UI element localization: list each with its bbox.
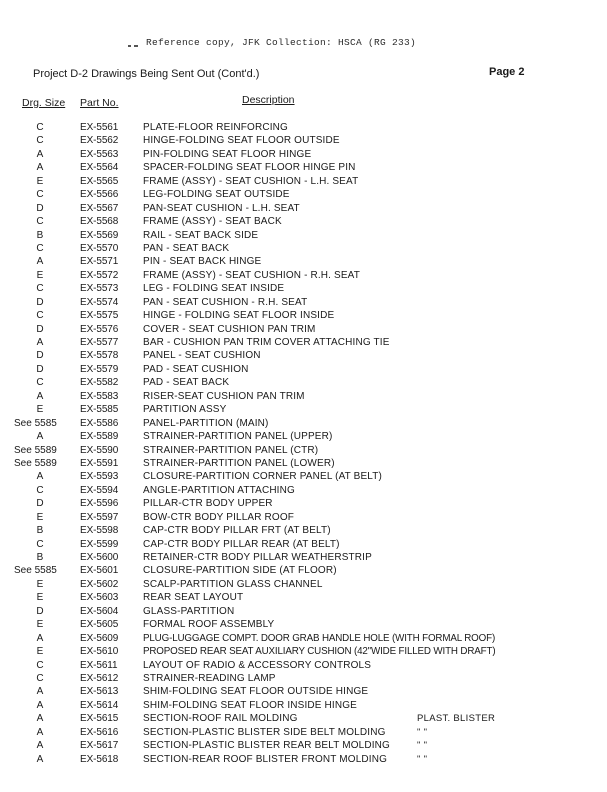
table-row [0, 605, 607, 618]
drawing-size-cell: D [36, 296, 44, 308]
reference-stamp: Reference copy, JFK Collection: HSCA (RG 233) [146, 37, 417, 48]
scan-mark [134, 45, 138, 47]
part-number-cell: EX-5570 [80, 242, 119, 254]
drawing-size-cell: E [36, 175, 44, 187]
drawing-size-cell: B [36, 552, 44, 563]
drawing-size-cell: C [36, 659, 44, 671]
part-number-cell: EX-5590 [80, 444, 119, 456]
table-row [0, 726, 607, 739]
part-number-cell: EX-5597 [80, 511, 119, 523]
part-number-cell: EX-5593 [80, 471, 119, 483]
description-cell: COVER - SEAT CUSHION PAN TRIM [143, 323, 316, 335]
description-cell: SHIM-FOLDING SEAT FLOOR INSIDE HINGE [143, 699, 357, 711]
description-cell: CLOSURE-PARTITION CORNER PANEL (AT BELT) [143, 471, 382, 483]
description-cell: LEG-FOLDING SEAT OUTSIDE [143, 189, 290, 201]
drawing-size-cell: E [36, 592, 44, 604]
description-cell: BAR - CUSHION PAN TRIM COVER ATTACHING TIE [143, 337, 390, 348]
part-number-cell: EX-5615 [80, 713, 119, 725]
drawing-size-cell: A [36, 162, 44, 174]
note-cell: " " [417, 740, 428, 752]
description-cell: PIN - SEAT BACK HINGE [143, 256, 262, 268]
drawing-size-cell: B [36, 525, 44, 537]
table-row [0, 551, 607, 564]
part-number-cell: EX-5613 [80, 686, 119, 698]
description-cell: STRAINER-PARTITION PANEL (LOWER) [143, 457, 335, 469]
part-number-cell: EX-5600 [80, 552, 119, 563]
drawing-size-cell: D [36, 202, 44, 214]
part-number-cell: EX-5602 [80, 578, 119, 590]
table-row [0, 229, 607, 242]
part-number-cell: EX-5594 [80, 484, 119, 496]
table-row [0, 753, 607, 766]
table-row [0, 699, 607, 712]
part-number-cell: EX-5573 [80, 283, 119, 295]
drawing-size-cell: C [36, 377, 44, 389]
table-row [0, 255, 607, 268]
part-number-cell: EX-5564 [80, 162, 119, 174]
drawing-size-cell: A [36, 713, 44, 725]
description-cell: SPACER-FOLDING SEAT FLOOR HINGE PIN [143, 162, 356, 174]
drawing-size-cell: D [36, 323, 44, 335]
description-cell: FRAME (ASSY) - SEAT BACK [143, 216, 282, 228]
drawing-size-cell: C [36, 135, 44, 147]
description-cell: SHIM-FOLDING SEAT FLOOR OUTSIDE HINGE [143, 686, 369, 698]
table-row [0, 121, 607, 134]
part-number-cell: EX-5586 [80, 417, 119, 429]
description-cell: SECTION-PLASTIC BLISTER REAR BELT MOLDING [143, 740, 390, 752]
table-row [0, 578, 607, 591]
description-cell: PAD - SEAT CUSHION [143, 363, 249, 375]
table-row [0, 511, 607, 524]
drawing-size-cell: A [36, 753, 44, 765]
part-number-cell: EX-5605 [80, 619, 119, 631]
description-cell: SCALP-PARTITION GLASS CHANNEL [143, 578, 323, 590]
description-cell: PAN - SEAT CUSHION - R.H. SEAT [143, 296, 308, 308]
description-cell: LEG - FOLDING SEAT INSIDE [143, 283, 285, 295]
part-number-cell: EX-5562 [80, 135, 119, 147]
table-row [0, 470, 607, 483]
part-number-cell: EX-5582 [80, 377, 119, 389]
description-cell: PLATE-FLOOR REINFORCING [143, 122, 288, 133]
table-row [0, 323, 607, 336]
part-number-cell: EX-5596 [80, 498, 119, 510]
drawing-size-cell: E [36, 619, 44, 631]
part-number-cell: EX-5566 [80, 189, 119, 201]
part-number-cell: EX-5616 [80, 726, 119, 738]
part-number-cell: EX-5604 [80, 605, 119, 617]
description-cell: RISER-SEAT CUSHION PAN TRIM [143, 390, 305, 402]
drawing-size-cell: A [36, 740, 44, 752]
part-number-cell: EX-5598 [80, 525, 119, 537]
part-number-cell: EX-5609 [80, 632, 119, 644]
note-cell: " " [417, 753, 428, 765]
header-description: Description [242, 94, 295, 106]
part-number-cell: EX-5569 [80, 229, 119, 241]
description-cell: SECTION-PLASTIC BLISTER SIDE BELT MOLDING [143, 726, 386, 738]
table-row [0, 134, 607, 147]
description-cell: PARTITION ASSY [143, 404, 227, 416]
table-row [0, 282, 607, 295]
description-cell: ANGLE-PARTITION ATTACHING [143, 484, 295, 496]
drawing-size-cell: A [36, 390, 44, 402]
table-row [0, 188, 607, 201]
table-row [0, 524, 607, 537]
header-drawing-size: Drg. Size [22, 97, 66, 109]
table-row [0, 376, 607, 389]
drawing-size-cell: A [36, 431, 44, 443]
table-row [0, 390, 607, 403]
drawing-size-cell: C [36, 283, 44, 295]
description-cell: CAP-CTR BODY PILLAR FRT (AT BELT) [143, 525, 331, 537]
part-number-cell: EX-5610 [80, 646, 119, 658]
drawing-size-cell: E [36, 578, 44, 590]
table-row [0, 659, 607, 672]
drawing-size-cell: C [36, 672, 44, 684]
drawing-size-cell: See 5589 [14, 444, 57, 456]
part-number-cell: EX-5577 [80, 337, 119, 348]
part-number-cell: EX-5583 [80, 390, 119, 402]
table-row [0, 538, 607, 551]
part-number-cell: EX-5568 [80, 216, 119, 228]
part-number-cell: EX-5603 [80, 592, 119, 604]
description-cell: PAN - SEAT BACK [143, 242, 230, 254]
table-row [0, 484, 607, 497]
description-cell: SECTION-REAR ROOF BLISTER FRONT MOLDING [143, 753, 388, 765]
part-number-cell: EX-5579 [80, 363, 119, 375]
drawing-size-cell: A [36, 726, 44, 738]
description-cell: SECTION-ROOF RAIL MOLDING [143, 713, 298, 725]
drawing-size-cell: C [36, 310, 44, 322]
table-row [0, 444, 607, 457]
description-cell: LAYOUT OF RADIO & ACCESSORY CONTROLS [143, 659, 372, 671]
header-part-number: Part No. [80, 97, 119, 109]
drawing-size-cell: C [36, 484, 44, 496]
drawing-size-cell: A [36, 256, 44, 268]
table-row [0, 363, 607, 376]
part-number-cell: EX-5612 [80, 672, 119, 684]
table-row [0, 202, 607, 215]
drawing-size-cell: A [36, 148, 44, 160]
part-number-cell: EX-5611 [80, 659, 118, 671]
page-number: Page 2 [489, 66, 525, 78]
part-number-cell: EX-5614 [80, 699, 119, 711]
description-cell: PLUG-LUGGAGE COMPT. DOOR GRAB HANDLE HOLE (WITH FORMAL ROOF) [143, 632, 496, 644]
description-cell: RETAINER-CTR BODY PILLAR WEATHERSTRIP [143, 552, 372, 563]
drawing-size-cell: See 5585 [14, 417, 57, 429]
table-row [0, 215, 607, 228]
part-number-cell: EX-5599 [80, 538, 119, 550]
table-row [0, 175, 607, 188]
part-number-cell: EX-5576 [80, 323, 119, 335]
note-cell: PLAST. BLISTER [417, 713, 496, 725]
part-number-cell: EX-5591 [80, 457, 119, 469]
description-cell: HINGE - FOLDING SEAT FLOOR INSIDE [143, 310, 335, 322]
description-cell: BOW-CTR BODY PILLAR ROOF [143, 511, 295, 523]
table-row [0, 672, 607, 685]
drawing-size-cell: A [36, 471, 44, 483]
drawing-size-cell: D [36, 605, 44, 617]
table-row [0, 457, 607, 470]
drawing-size-cell: D [36, 350, 44, 362]
description-cell: FRAME (ASSY) - SEAT CUSHION - R.H. SEAT [143, 269, 360, 281]
drawing-size-cell: C [36, 538, 44, 550]
table-row [0, 336, 607, 349]
description-cell: REAR SEAT LAYOUT [143, 592, 244, 604]
drawing-size-cell: E [36, 404, 44, 416]
part-number-cell: EX-5571 [80, 256, 119, 268]
description-cell: STRAINER-PARTITION PANEL (UPPER) [143, 431, 333, 443]
drawing-size-cell: A [36, 337, 44, 348]
table-row [0, 349, 607, 362]
drawing-size-cell: C [36, 216, 44, 228]
table-row [0, 148, 607, 161]
description-cell: STRAINER-PARTITION PANEL (CTR) [143, 444, 319, 456]
description-cell: RAIL - SEAT BACK SIDE [143, 229, 259, 241]
drawing-size-cell: A [36, 632, 44, 644]
table-row [0, 618, 607, 631]
scan-mark [128, 45, 131, 47]
table-row [0, 161, 607, 174]
note-cell: " " [417, 726, 428, 738]
drawing-size-cell: E [36, 269, 44, 281]
part-number-cell: EX-5574 [80, 296, 119, 308]
part-number-cell: EX-5601 [80, 565, 119, 577]
table-row [0, 739, 607, 752]
table-row [0, 685, 607, 698]
table-row [0, 430, 607, 443]
description-cell: PAD - SEAT BACK [143, 377, 230, 389]
description-cell: PAN-SEAT CUSHION - L.H. SEAT [143, 202, 300, 214]
description-cell: PIN-FOLDING SEAT FLOOR HINGE [143, 148, 312, 160]
table-row [0, 242, 607, 255]
description-cell: HINGE-FOLDING SEAT FLOOR OUTSIDE [143, 135, 340, 147]
page-title: Project D-2 Drawings Being Sent Out (Cont'd.) [33, 68, 260, 80]
description-cell: FORMAL ROOF ASSEMBLY [143, 619, 275, 631]
table-row [0, 296, 607, 309]
drawing-size-cell: C [36, 242, 44, 254]
drawing-size-cell: B [36, 229, 44, 241]
description-cell: FRAME (ASSY) - SEAT CUSHION - L.H. SEAT [143, 175, 359, 187]
part-number-cell: EX-5589 [80, 431, 119, 443]
part-number-cell: EX-5617 [80, 740, 119, 752]
table-row [0, 632, 607, 645]
table-row [0, 417, 607, 430]
part-number-cell: EX-5565 [80, 175, 119, 187]
part-number-cell: EX-5563 [80, 148, 119, 160]
drawing-size-cell: D [36, 498, 44, 510]
part-number-cell: EX-5572 [80, 269, 119, 281]
part-number-cell: EX-5567 [80, 202, 119, 214]
drawing-size-cell: D [36, 363, 44, 375]
table-row [0, 712, 607, 725]
description-cell: GLASS-PARTITION [143, 605, 235, 617]
description-cell: PILLAR-CTR BODY UPPER [143, 498, 273, 510]
table-row [0, 269, 607, 282]
drawing-size-cell: See 5585 [14, 565, 57, 577]
table-row [0, 645, 607, 658]
description-cell: CLOSURE-PARTITION SIDE (AT FLOOR) [143, 565, 337, 577]
table-row [0, 564, 607, 577]
drawing-size-cell: E [36, 646, 44, 658]
drawing-list [0, 121, 607, 766]
drawing-size-cell: A [36, 686, 44, 698]
drawing-size-cell: A [36, 699, 44, 711]
table-row [0, 497, 607, 510]
drawing-size-cell: C [36, 122, 44, 133]
part-number-cell: EX-5618 [80, 753, 119, 765]
description-cell: PROPOSED REAR SEAT AUXILIARY CUSHION (42"WIDE FILLED WITH DRAFT) [143, 646, 496, 658]
table-row [0, 309, 607, 322]
part-number-cell: EX-5585 [80, 404, 119, 416]
description-cell: PANEL-PARTITION (MAIN) [143, 417, 269, 429]
drawing-size-cell: C [36, 189, 44, 201]
drawing-size-cell: E [36, 511, 44, 523]
description-cell: CAP-CTR BODY PILLAR REAR (AT BELT) [143, 538, 340, 550]
part-number-cell: EX-5578 [80, 350, 119, 362]
part-number-cell: EX-5575 [80, 310, 119, 322]
part-number-cell: EX-5561 [80, 122, 119, 133]
table-row [0, 403, 607, 416]
table-row [0, 591, 607, 604]
description-cell: PANEL - SEAT CUSHION [143, 350, 261, 362]
drawing-size-cell: See 5589 [14, 457, 57, 469]
description-cell: STRAINER-READING LAMP [143, 672, 276, 684]
